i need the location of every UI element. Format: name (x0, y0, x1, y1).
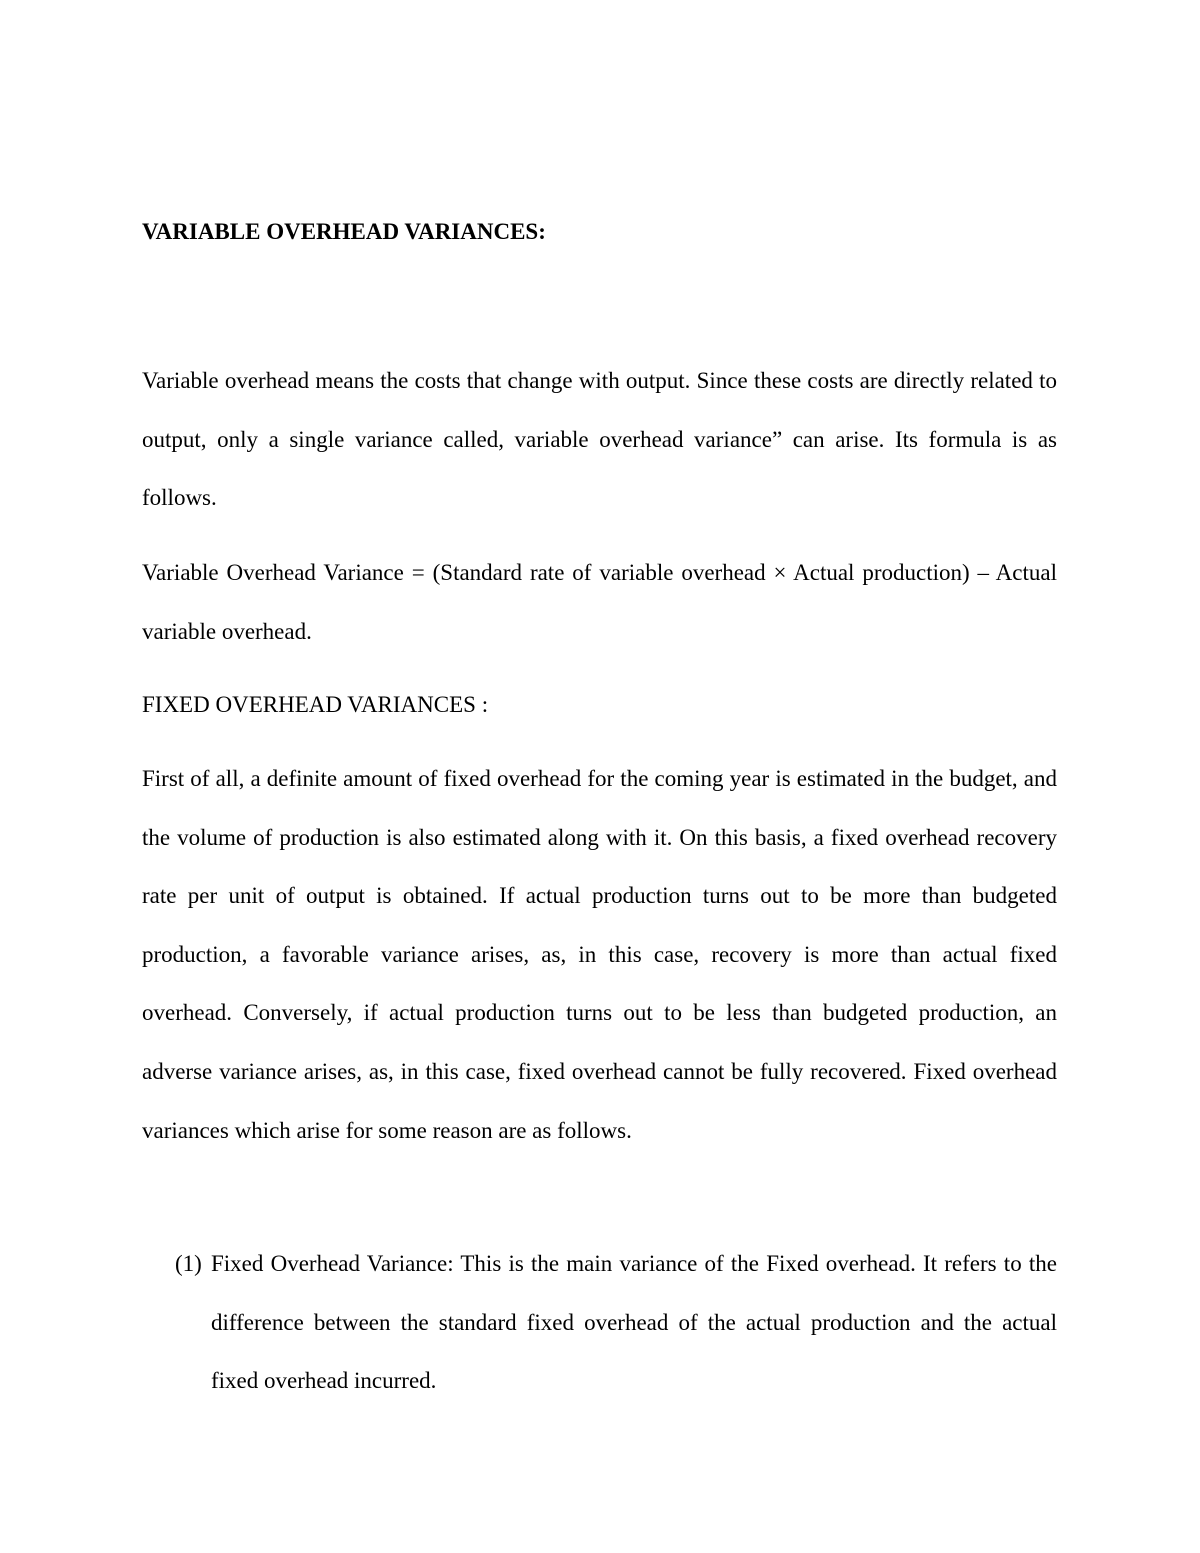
list-marker: (1) (175, 1251, 202, 1276)
list-item-fixed-overhead-variance (175, 1235, 1057, 1411)
paragraph-variable-overhead-intro: Variable overhead means the costs that change with output. Since these costs are directly related to output, only a single variance called, variable overhead variance” can arise. Its formula is as follows. (142, 368, 1057, 511)
paragraph-fixed-overhead-intro: First of all, a definite amount of fixed overhead for the coming year is estimated in the budget, and the volume of production is also estimated along with it. On this basis, a fixed overhead recovery rate per unit of output is obtained. If actual production turns out to be more than budgeted production, a favorable variance arises, as, in this case, recovery is more than actual fixed overhead. Conversely, if actual production turns out to be less than budgeted production, an adverse variance arises, as, in this case, fixed overhead cannot be fully recovered. Fixed overhead variances which arise for some reason are as follows. (142, 766, 1057, 1143)
paragraph-variable-overhead-formula: Variable Overhead Variance = (Standard rate of variable overhead × Actual production) – Actual variable overhead. (142, 560, 1057, 644)
heading-fixed-overhead-variances: FIXED OVERHEAD VARIANCES : (142, 692, 489, 717)
list-item-text: Fixed Overhead Variance: This is the main variance of the Fixed overhead. It refers to the difference between the standard fixed overhead of the actual production and the actual fixed overhead incurred. (211, 1251, 1057, 1394)
heading-variable-overhead-variances: VARIABLE OVERHEAD VARIANCES: (142, 219, 546, 244)
